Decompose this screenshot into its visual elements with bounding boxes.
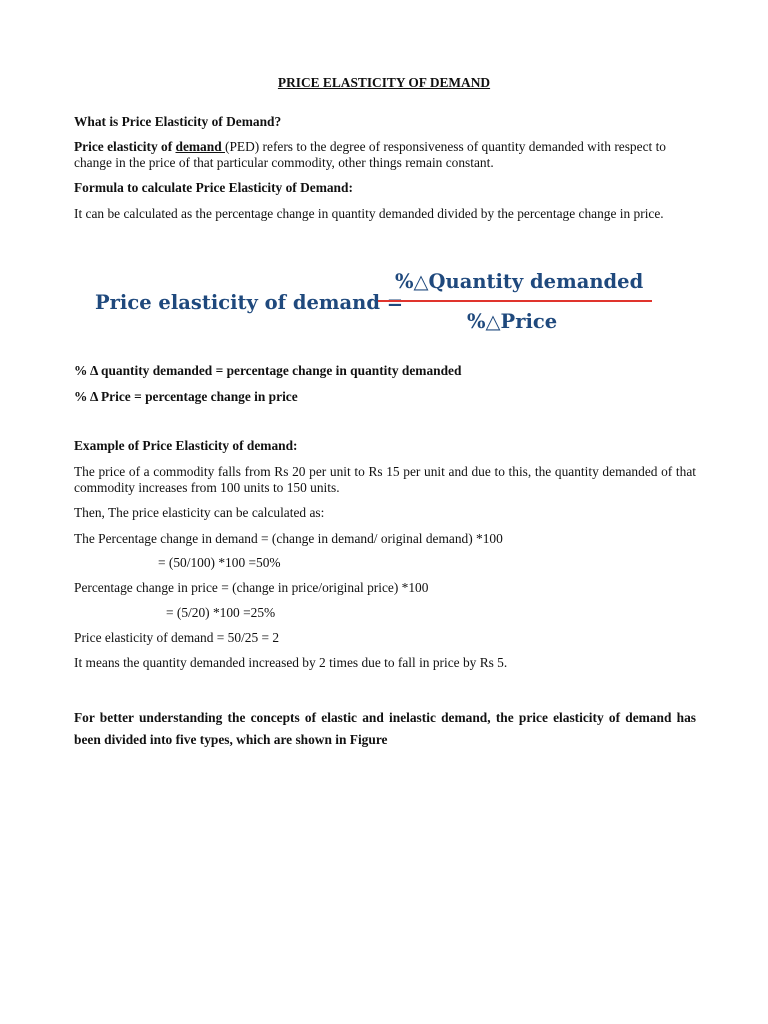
- calc-pct-demand-result: = (50/100) *100 =50%: [158, 555, 281, 570]
- calc-intro: Then, The price elasticity can be calculated as:: [74, 505, 325, 520]
- definition-price: [74, 389, 696, 405]
- qd-term: % Δ quantity demanded: [74, 363, 213, 378]
- calc-ped: Price elasticity of demand = 50/25 = 2: [74, 630, 280, 645]
- calc-pct-price-result: = (5/20) *100 =25%: [166, 605, 276, 620]
- formula-lhs: Price elasticity of demand =: [95, 291, 404, 314]
- question-heading: What is Price Elasticity of Demand?: [74, 114, 282, 129]
- formula-description: It can be calculated as the percentage change in quantity demanded divided by the percentage change in price.: [74, 206, 664, 221]
- fraction-bar: [378, 300, 652, 302]
- price-definition: = percentage change in price: [134, 389, 298, 404]
- example-intro: The price of a commodity falls from Rs 20 per unit to Rs 15 per unit and due to this, the quantity demanded of that commodity increases from 100 units to 150 units.: [74, 464, 696, 495]
- page-title: PRICE ELASTICITY OF DEMAND: [277, 75, 491, 90]
- price-term: % Δ Price: [74, 389, 135, 404]
- example-heading: Example of Price Elasticity of demand:: [74, 438, 298, 453]
- definition-term: demand: [175, 139, 225, 154]
- closing-paragraph: For better understanding the concepts of elastic and inelastic demand, the price elasticity of demand has been divided into five types, which are shown in Figure: [74, 710, 696, 747]
- definition-rest: (PED) refers to the degree of responsiveness of quantity demanded with respect to change in the price of that particular commodity, other things remain constant.: [74, 139, 666, 170]
- qd-definition: = percentage change in quantity demanded: [212, 363, 462, 378]
- calc-meaning: It means the quantity demanded increased by 2 times due to fall in price by Rs 5.: [74, 655, 508, 670]
- definition-lead: Price elasticity of: [74, 139, 176, 154]
- definition-paragraph: [74, 139, 696, 171]
- calc-pct-price: Percentage change in price = (change in price/original price) *100: [74, 580, 429, 595]
- formula-denominator: %△Price: [467, 310, 558, 333]
- calc-pct-demand: The Percentage change in demand = (change in demand/ original demand) *100: [74, 531, 503, 546]
- definition-qd: [74, 363, 696, 379]
- formula-numerator: %△Quantity demanded: [395, 270, 644, 293]
- formula-heading: Formula to calculate Price Elasticity of Demand:: [74, 180, 353, 195]
